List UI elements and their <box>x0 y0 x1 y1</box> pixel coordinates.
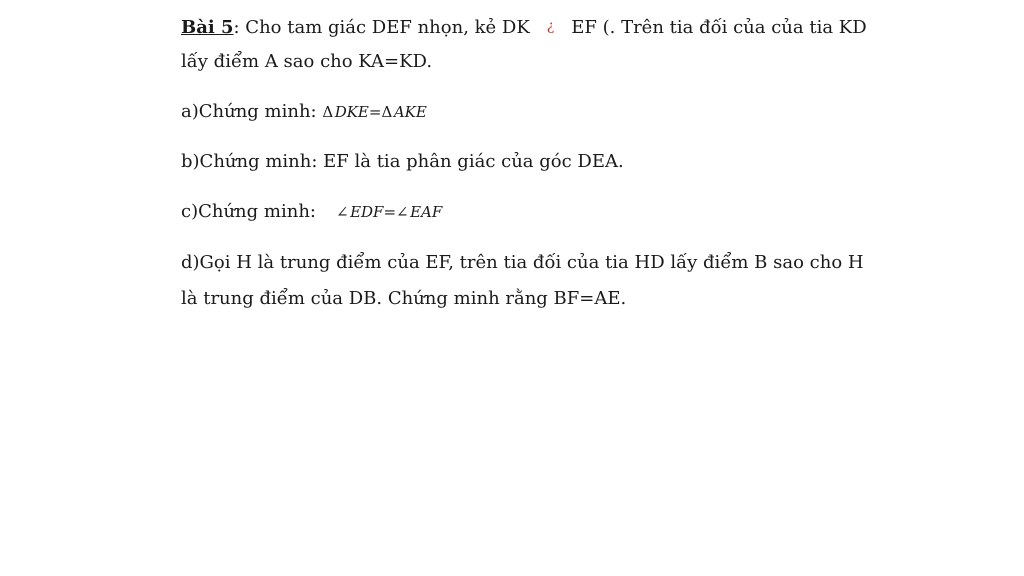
part-d-line-2: là trung điểm của DB. Chứng minh rằng BF=AE. <box>181 288 627 309</box>
part-c <box>181 200 442 224</box>
triangle-symbol: Δ <box>322 103 334 121</box>
part-d-line-1: d)Gọi H là trung điểm của EF, trên tia đối của tia HD lấy điểm B sao cho H <box>181 252 864 273</box>
problem-intro-line-1 <box>181 14 867 40</box>
part-a <box>181 100 427 124</box>
problem-intro-line-2: lấy điểm A sao cho KA=KD. <box>181 51 433 72</box>
angle-symbol: ∠ <box>396 203 409 221</box>
part-c-label: c)Chứng minh: <box>181 201 316 222</box>
missing-symbol-glyph: ¿ <box>546 18 555 34</box>
part-b: b)Chứng minh: EF là tia phân giác của góc DEA. <box>181 151 624 172</box>
triangle-symbol: Δ <box>381 103 393 121</box>
angle-eaf: EAF <box>410 203 443 221</box>
problem-intro-part-1: : Cho tam giác DEF nhọn, kẻ DK <box>233 17 536 38</box>
problem-intro-part-2: EF (. Trên tia đối của của tia KD <box>565 17 867 38</box>
triangle-dke: DKE <box>334 103 369 121</box>
part-a-formula <box>322 103 426 121</box>
angle-edf: EDF <box>350 203 384 221</box>
triangle-ake: AKE <box>393 103 427 121</box>
problem-title: Bài 5 <box>181 17 234 38</box>
part-c-formula <box>336 203 442 221</box>
equals-sign: = <box>383 203 397 221</box>
equals-sign: = <box>368 103 382 121</box>
part-a-label: a)Chứng minh: <box>181 101 323 122</box>
angle-symbol: ∠ <box>335 203 349 221</box>
